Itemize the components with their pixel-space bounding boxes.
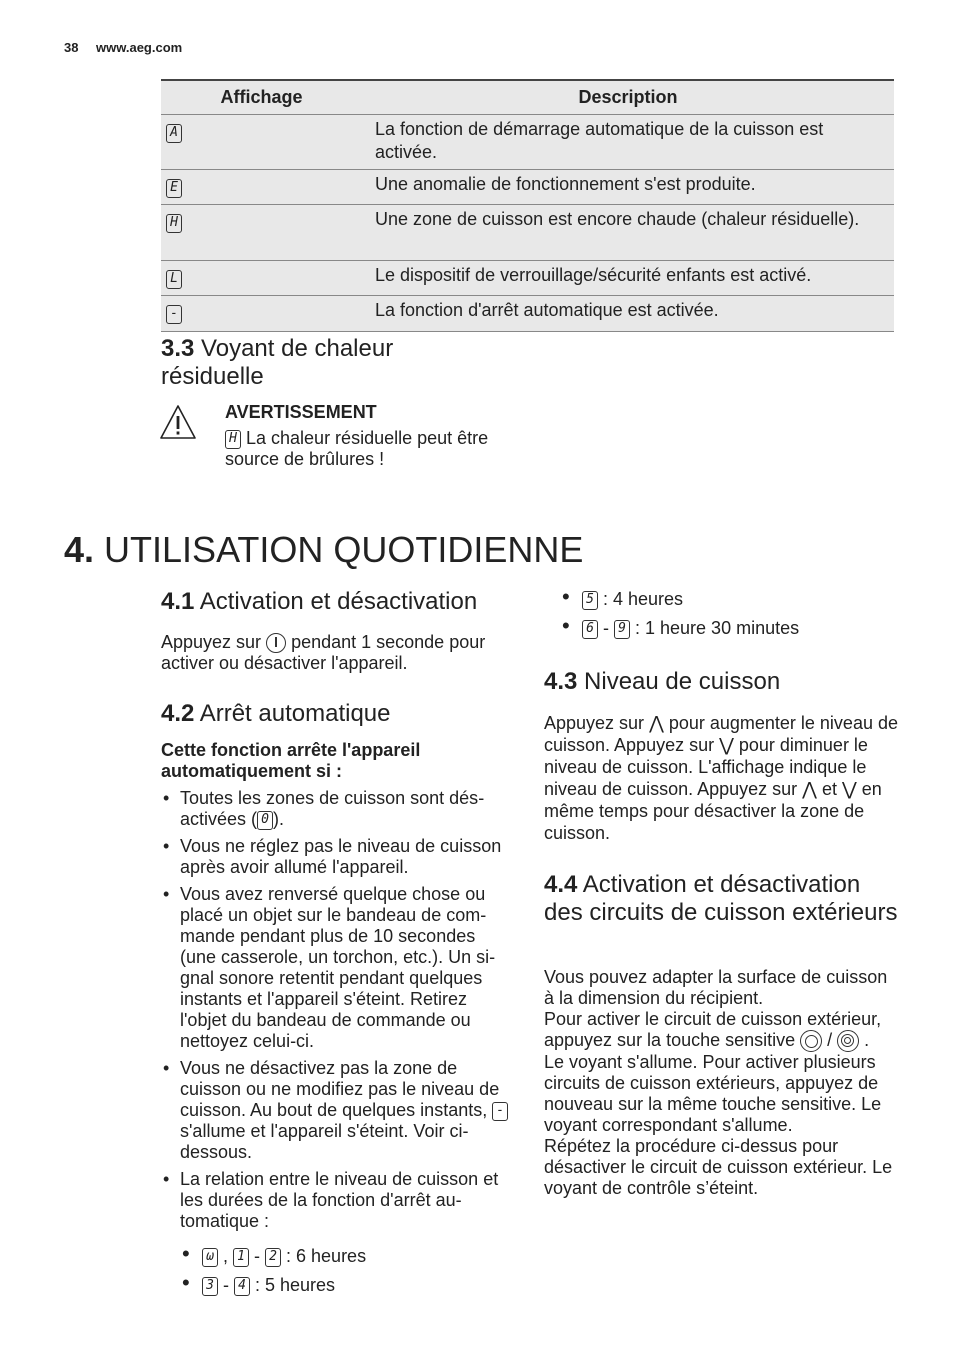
auto-off-durations-list-cont [560,589,880,647]
warning-text-body: La chaleur résiduelle peut être source de brûlures ! [225,428,489,469]
list-item: • Toutes les zones de cuisson sont désactivées ( 0 ). [161,788,516,830]
display-symbol: - [492,1102,508,1121]
table-row [161,115,894,170]
col-description-header: Description [578,87,678,107]
display-symbol: H [225,430,241,449]
display-symbol: - [166,305,182,324]
section-4-3-heading [544,668,780,696]
display-symbol: 4 [234,1277,250,1296]
section-title: Niveau de cuisson [584,668,781,695]
paragraph: Pour activer le circuit de cuisson extérieur, appuyez sur la touche sensitive / . Le voyant s'allume. Pour activer plusieurs circuits de cuisson extérieurs, appuyez de nouveau sur la même touche sensitive. Le voyant correspondant s'allume. [544,1009,882,1136]
list-item: • 3 - 4 : 5 heures [180,1275,500,1296]
display-table [161,79,894,332]
section-number: 4.3 [544,668,578,695]
auto-off-lead: Cette fonction arrête l'appareil automatiquement si : [161,740,421,781]
section-number: 3.3 [161,335,195,362]
warning-icon [158,402,198,442]
warning-text [225,428,495,470]
chapter-heading [64,529,583,571]
page-number: 38 [64,40,79,55]
section-number: 4.2 [161,700,195,727]
paragraph: Répétez la procédure ci-dessus pour désactiver le circuit de cuisson extérieur. Le voyant de contrôle s’éteint. [544,1136,893,1199]
down-arrow-icon: ⋁ [841,779,857,799]
display-symbol: H [166,214,182,233]
display-symbol: 1 [233,1248,249,1267]
row-description: Une zone de cuisson est encore chaude (chaleur résiduelle). [375,209,860,229]
table-row [161,296,894,332]
section-number: 4.1 [161,588,195,615]
section-4-4-heading [544,871,904,927]
list-item: • Vous avez renversé quelque chose ou placé un objet sur le bandeau de commande pendant plus de 10 secondes (une casserole, un torchon, etc.). Un signal sonore retentit pendant quelques instants et l'appareil s'éteint. Retirez l'objet du bandeau de commande ou nettoyez celui-ci. [161,884,516,1052]
table-row [161,261,894,296]
table-row [161,170,894,205]
display-symbol: 3 [202,1277,218,1296]
section-title: Voyant de chaleur résiduelle [161,335,394,390]
section-4-1-heading [161,588,477,616]
list-item: • La relation entre le niveau de cuisson et les durées de la fonction d'arrêt automatique : [161,1169,516,1232]
power-icon [266,633,286,653]
auto-off-durations-list [180,1246,500,1304]
display-symbol: 9 [614,620,630,639]
up-arrow-icon: ⋀ [802,779,817,799]
chapter-title: UTILISATION QUOTIDIENNE [104,529,584,570]
auto-off-conditions-list [161,788,516,1238]
display-symbol: E [166,179,182,198]
list-item: • ω , 1 - 2 : 6 heures [180,1246,500,1267]
list-item: • 6 - 9 : 1 heure 30 minutes [560,618,880,639]
list-item: • 5 : 4 heures [560,589,880,610]
row-description: La fonction d'arrêt automatique est activée. [375,300,719,320]
list-item: • Vous ne désactivez pas la zone de cuisson ou ne modifiez pas le niveau de cuisson. Au bout de quelques instants, - s'allume et l'appareil s'éteint. Voir ci-dessous. [161,1058,516,1163]
display-symbol: 6 [582,620,598,639]
section-4-4-text [544,967,894,1199]
display-symbol: L [166,270,182,289]
table-row [161,205,894,261]
header-url: www.aeg.com [96,40,183,55]
col-display-header: Affichage [220,87,303,107]
section-4-1-text: Appuyez sur pendant 1 seconde pour activer ou désactiver l'appareil. [161,632,486,674]
outer-circuit-double-icon [837,1030,859,1052]
section-title: Arrêt automatique [199,700,391,727]
paragraph: Vous pouvez adapter la surface de cuisson à la dimension du récipient. [544,967,888,1008]
warning-title: AVERTISSEMENT [225,402,377,422]
section-4-2-heading [161,700,391,728]
display-symbol: 2 [265,1248,281,1267]
down-arrow-icon: ⋁ [719,735,734,755]
row-description: La fonction de démarrage automatique de la cuisson est activée. [375,119,824,162]
list-item: • Vous ne réglez pas le niveau de cuisson après avoir allumé l'appareil. [161,836,516,878]
display-symbol: ω [202,1248,218,1267]
section-number: 4.4 [544,871,578,898]
section-4-3-text: Appuyez sur ⋀ pour augmenter le niveau de cuisson. Appuyez sur ⋁ pour diminuer le niveau de cuisson. L'affichage indique le niveau de cuisson. Appuyez sur ⋀ et ⋁ en même temps pour désactiver la zone de cuisson. [544,713,898,843]
up-arrow-icon: ⋀ [649,713,664,733]
row-description: Une anomalie de fonctionnement s'est produite. [375,174,756,194]
outer-circuit-single-icon [800,1030,822,1052]
chapter-number: 4. [64,529,95,570]
section-title: Activation et désactivation [199,588,478,615]
display-symbol: A [166,124,182,143]
section-3-3-heading [161,335,431,391]
display-symbol: 0 [257,811,273,830]
table-header [161,81,894,115]
display-symbol: 5 [582,591,598,610]
row-description: Le dispositif de verrouillage/sécurité enfants est activé. [375,265,812,285]
section-title: Activation et désactivation des circuits de cuisson extérieurs [544,871,898,926]
